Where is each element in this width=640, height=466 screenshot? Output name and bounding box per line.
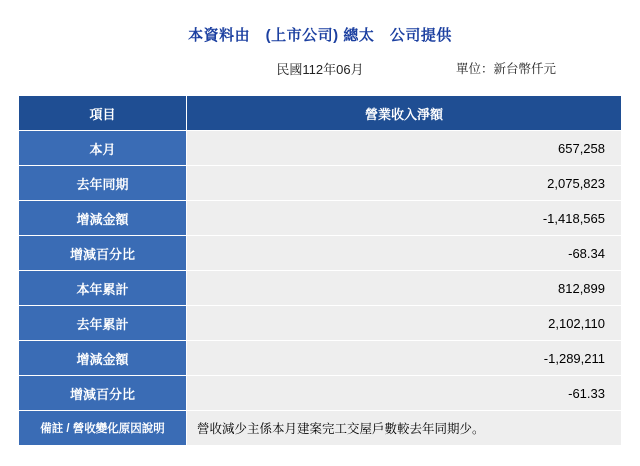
page-title: 本資料由 (上市公司) 總太 公司提供: [188, 27, 452, 44]
table-note-row: [19, 411, 622, 446]
column-header-item: 項目: [19, 96, 187, 131]
row-label: 增減百分比: [19, 236, 187, 271]
row-value: 2,102,110: [187, 306, 622, 341]
table-row: [19, 341, 622, 376]
row-label: 去年同期: [19, 166, 187, 201]
row-label: 本年累計: [19, 271, 187, 306]
row-value: -1,418,565: [187, 201, 622, 236]
revenue-table: [18, 95, 622, 446]
row-value: 657,258: [187, 131, 622, 166]
note-value: 營收減少主係本月建案完工交屋戶數較去年同期少。: [187, 411, 622, 446]
row-label: 本月: [19, 131, 187, 166]
row-label: 增減百分比: [19, 376, 187, 411]
table-row: [19, 306, 622, 341]
table-row: [19, 131, 622, 166]
table-row: [19, 236, 622, 271]
row-label: 去年累計: [19, 306, 187, 341]
row-value: -1,289,211: [187, 341, 622, 376]
row-value: -61.33: [187, 376, 622, 411]
table-row: [19, 376, 622, 411]
row-value: 812,899: [187, 271, 622, 306]
row-value: -68.34: [187, 236, 622, 271]
report-period: 民國112年06月: [276, 62, 364, 77]
column-header-net-revenue: 營業收入淨額: [187, 96, 622, 131]
row-label: 增減金額: [19, 341, 187, 376]
row-label: 增減金額: [19, 201, 187, 236]
row-value: 2,075,823: [187, 166, 622, 201]
note-label: 備註 / 營收變化原因說明: [19, 411, 187, 446]
table-row: [19, 271, 622, 306]
subheader: [0, 59, 640, 79]
table-row: [19, 201, 622, 236]
currency-unit: 單位：新台幣仟元: [455, 62, 556, 76]
table-row: [19, 166, 622, 201]
table-header-row: [19, 96, 622, 131]
